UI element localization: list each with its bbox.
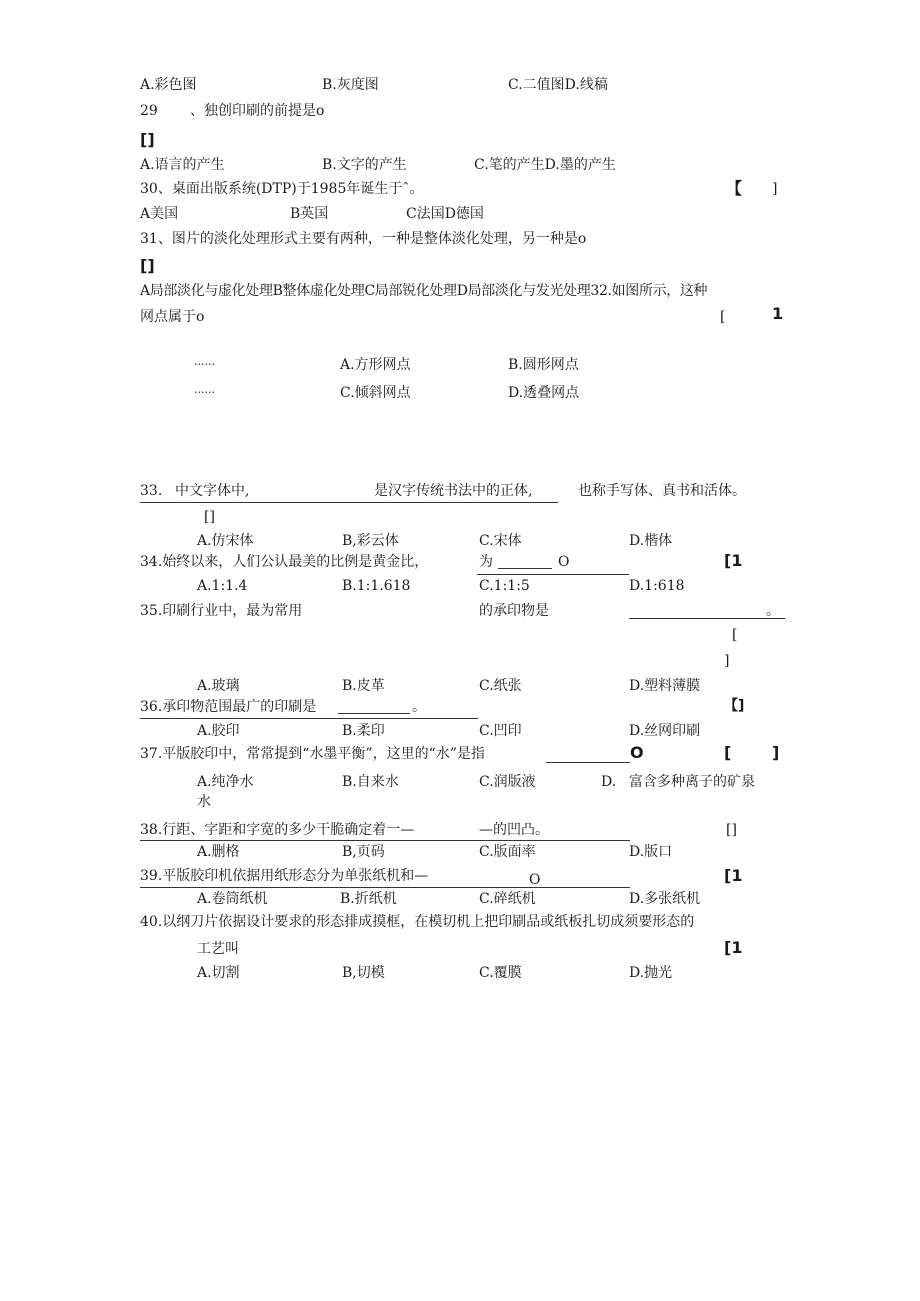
q32-option-d: D.透叠网点 [508,385,580,401]
q40-stem: 40.以纲刀片依据设计要求的形态排成摸框，在模切机上把印刷品或纸板扎切成须要形态的 [140,914,695,930]
q32-option-a: A.方形网点 [340,357,411,373]
q38-option-a: A.删格 [197,844,240,860]
q37-bracket-right: ] [772,743,780,762]
q30-bracket-left: 【 [726,179,743,198]
q33-stem-part2: 是汉字传统书法中的正体, [374,483,533,499]
q34-blank [498,568,552,569]
q40-option-d: D.抛光 [629,965,673,981]
q39-stem: 39.平版胶印机依据用纸形态分为单张纸机和— [140,868,429,884]
q33-option-b: B,彩云体 [342,533,399,549]
q30-option-b: B英国 [290,206,329,222]
q35-option-b: B.皮革 [342,678,385,694]
q29-option-a: A.语言的产生 [140,157,225,173]
q33-number: 33. [140,483,163,499]
q33-underline [140,502,558,503]
q40-bracket: [1 [724,938,743,957]
q39-bracket: [1 [724,866,743,885]
q40-option-c: C.覆膜 [479,965,522,981]
q39-option-d: D.多张纸机 [629,891,701,907]
q38-stem-part1: 38.行距、字距和字宽的多少干脆确定着一— [140,822,415,838]
q37-option-a: A.纯净水 [197,774,254,790]
q35-answer-line [629,618,785,619]
q33-stem-part3: 也称手写体、真书和活体。 [578,483,746,499]
q33-option-c: C.宋体 [479,533,522,549]
q37-option-d-text: 富含多种离子的矿泉 [629,774,755,790]
q33-stem-part1: 中文字体中, [175,483,250,499]
q35-stem-part1: 35.印刷行业中，最为常用 [140,603,303,619]
q36-bracket: 【] [724,698,745,714]
q36-end: 。 [412,699,426,715]
q33-option-d: D.楷体 [629,533,673,549]
q29-number: 29 [140,103,158,119]
q30-option-cd: C法国D德国 [406,206,484,222]
q34-bracket: [1 [724,551,743,570]
q33-option-a: A.仿宋体 [197,533,254,549]
q28-option-a: A.彩色图 [140,77,197,93]
q29-stem: 、独创印刷的前提是o [190,103,325,119]
q39-option-a: A.卷筒纸机 [197,891,268,907]
q37-option-d-letter: D. [601,774,617,790]
q34-option-a: A.1:1.4 [197,578,248,594]
q28-option-cd: C.二值图D.线稿 [508,77,608,93]
q31-options: A局部淡化与虚化处理B整体虚化处理C局部锐化处理D局部淡化与发光处理32.如图所示，这种 [140,283,708,299]
q35-bracket-left: [ [732,627,738,643]
q32-dot-pattern-top: ······ [194,358,215,371]
q29-bracket: [] [140,130,155,149]
q34-option-d: D.1:618 [629,578,685,594]
q36-stem: 36.承印物范围最广的印刷是 [140,699,317,715]
q36-option-c: C.凹印 [479,723,522,739]
q38-bracket: [] [726,822,737,838]
q35-end: 。 [766,603,780,619]
q37-option-c: C.润版液 [479,774,536,790]
q28-option-b: B.灰度图 [322,77,379,93]
q30-option-a: A美国 [140,206,179,222]
q31-bracket: [] [140,256,155,275]
q32-bracket-right: 1 [772,304,784,323]
q40-option-b: B,切模 [342,965,385,981]
q33-bracket: [] [204,509,215,525]
q37-option-d-wrap: 水 [197,794,211,810]
q37-bracket-left: [ [724,743,732,762]
q29-option-cd: C.笔的产生D.墨的产生 [474,157,616,173]
q36-option-d: D.丝网印刷 [629,723,701,739]
q37-underline [546,762,630,763]
q39-underline [140,887,630,888]
q35-option-a: A.玻璃 [197,678,240,694]
q38-underline [140,840,630,841]
q32-stem: 网点属于o [140,309,205,325]
q29-option-b: B.文字的产生 [322,157,407,173]
q34-stem: 34.始终以来，人们公认最美的比例是黄金比， [140,554,429,570]
q35-option-d: D.塑料薄膜 [629,678,701,694]
q39-mark: O [529,872,541,888]
q34-underline [477,574,629,575]
q32-option-b: B.圆形网点 [508,357,579,373]
q40-stem-part2: 工艺叫 [197,941,239,957]
q39-option-c: C.碎纸机 [479,891,536,907]
q38-option-d: D.版口 [629,844,673,860]
q39-option-b: B.折纸机 [340,891,397,907]
q32-dot-pattern-bottom: ······ [194,386,215,399]
q37-option-b: B.自来水 [342,774,399,790]
q38-stem-part2: —的凹凸。 [479,822,549,838]
q37-mark: O [630,743,644,762]
q34-stem-part2: 为 [479,554,493,570]
q34-blank-end: O [558,554,570,570]
q37-stem: 37.平版胶印中，常常提到“水墨平衡”，这里的“水”是指 [140,746,485,762]
q32-option-c: C.倾斜网点 [340,385,411,401]
q40-option-a: A.切割 [197,965,240,981]
q38-option-c: C.版面率 [479,844,536,860]
q35-bracket-right: ] [724,653,730,669]
q35-option-c: C.纸张 [479,678,522,694]
q34-option-c: C.1:1:5 [479,578,530,594]
q36-blank [338,713,410,714]
q31-stem: 31、图片的淡化处理形式主要有两种，一种是整体淡化处理，另一种是o [140,231,587,247]
q34-option-b: B.1:1.618 [342,578,411,594]
q36-option-a: A.胶印 [197,723,240,739]
q36-option-b: B.柔印 [342,723,385,739]
q38-option-b: B,页码 [342,844,385,860]
q30-stem: 30、桌面出版系统(DTP)于1985年诞生于ˆ。 [140,181,424,197]
q36-underline [140,718,478,719]
q32-bracket-left: [ [720,309,726,325]
q35-stem-part2: 的承印物是 [479,603,549,619]
q30-bracket-right: ] [772,181,778,197]
